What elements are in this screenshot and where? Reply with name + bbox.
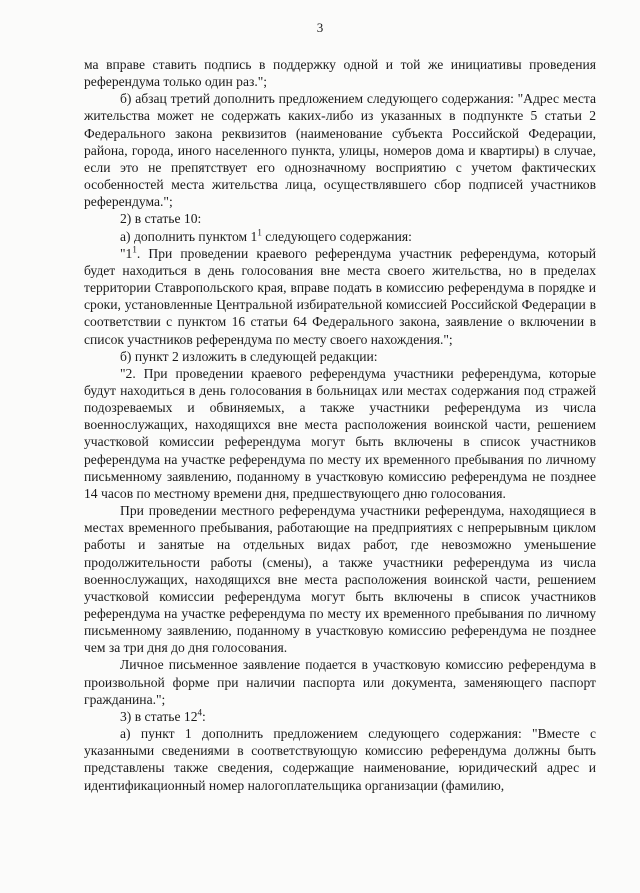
paragraph-10	[84, 708, 596, 725]
paragraph-1: ма вправе ставить подпись в поддержку одной и той же инициативы проведения референдума только один раз.";	[84, 57, 596, 90]
paragraph-10-text-end: :	[202, 708, 206, 724]
paragraph-5-text-end: . При проведении краевого референдума участник референдума, который будет находиться в день голосования вне места своего жительства, но в пределах территории Ставропольского края, вправе подать в комиссию референдума в порядке и сроки, установленные Центральной избирательной комиссией Российской Федерации в соответствии с пунктом 16 статьи 64 Федерального закона, заявление о включении в список участников референдума по месту своего нахождения.";	[84, 245, 596, 347]
paragraph-4-text-end: следующего содержания:	[261, 228, 412, 244]
document-body	[84, 56, 596, 794]
page-number: 3	[316, 20, 324, 35]
paragraph-6: б) пункт 2 изложить в следующей редакции:	[120, 348, 378, 364]
paragraph-10-text: 3) в статье 12	[120, 708, 198, 724]
paragraph-4-text: а) дополнить пунктом 1	[120, 228, 258, 244]
paragraph-4	[84, 228, 596, 245]
paragraph-11: а) пункт 1 дополнить предложением следующего содержания: "Вместе с указанными сведениями в соответствующую комиссию референдума должны быть представлены также сведения, содержащие наименование, юридический адрес и идентификационный номер налогоплательщика организации (фамилию,	[84, 726, 596, 793]
paragraph-5-text: "1	[120, 245, 133, 261]
paragraph-9: Личное письменное заявление подается в участковую комиссию референдума в произвольной форме при наличии паспорта или документа, заменяющего паспорт гражданина.";	[84, 657, 596, 707]
paragraph-5	[84, 245, 596, 348]
paragraph-2: б) абзац третий дополнить предложением следующего содержания: "Адрес места жительства может не содержать каких-либо из указанных в подпункте 5 статьи 2 Федерального закона реквизитов (наименование субъекта Российской Федерации, района, города, иного населенного пункта, улицы, номеров дома и квартиры) в случае, если это не препятствует его однозначному восприятию с учетом фактических особенностей места жительства лица, осуществлявшего сбор подписей участников референдума.";	[84, 91, 596, 210]
paragraph-8: При проведении местного референдума участники референдума, находящиеся в местах временного пребывания, работающие на предприятиях с непрерывным циклом работы и занятые на отдельных видах работ, где невозможно уменьшение продолжительности работы (смены), а также участники референдума из числа военнослужащих, находящихся вне места расположения воинской части, решением участковой комиссии референдума могут быть включены в список участников референдума на участке референдума по месту их временного пребывания по личному письменному заявлению, поданному в участковую комиссию референдума не позднее чем за три дня до дня голосования.	[84, 503, 596, 656]
superscript: 1	[132, 244, 137, 255]
superscript: 1	[257, 227, 262, 238]
superscript: 4	[197, 707, 203, 718]
paragraph-7: "2. При проведении краевого референдума участники референдума, которые будут находиться в день голосования в больницах или местах содержания под стражей подозреваемых и обвиняемых, а также участники референдума из числа военнослужащих, находящихся вне места расположения воинской части, решением участковой комиссии референдума могут быть включены в список участников референдума на участке референдума по месту их временного пребывания по личному письменному заявлению, поданному в участковую комиссию референдума не позднее 14 часов по местному времени дня, предшествующего дню голосования.	[84, 365, 596, 501]
paragraph-3: 2) в статье 10:	[120, 211, 202, 227]
